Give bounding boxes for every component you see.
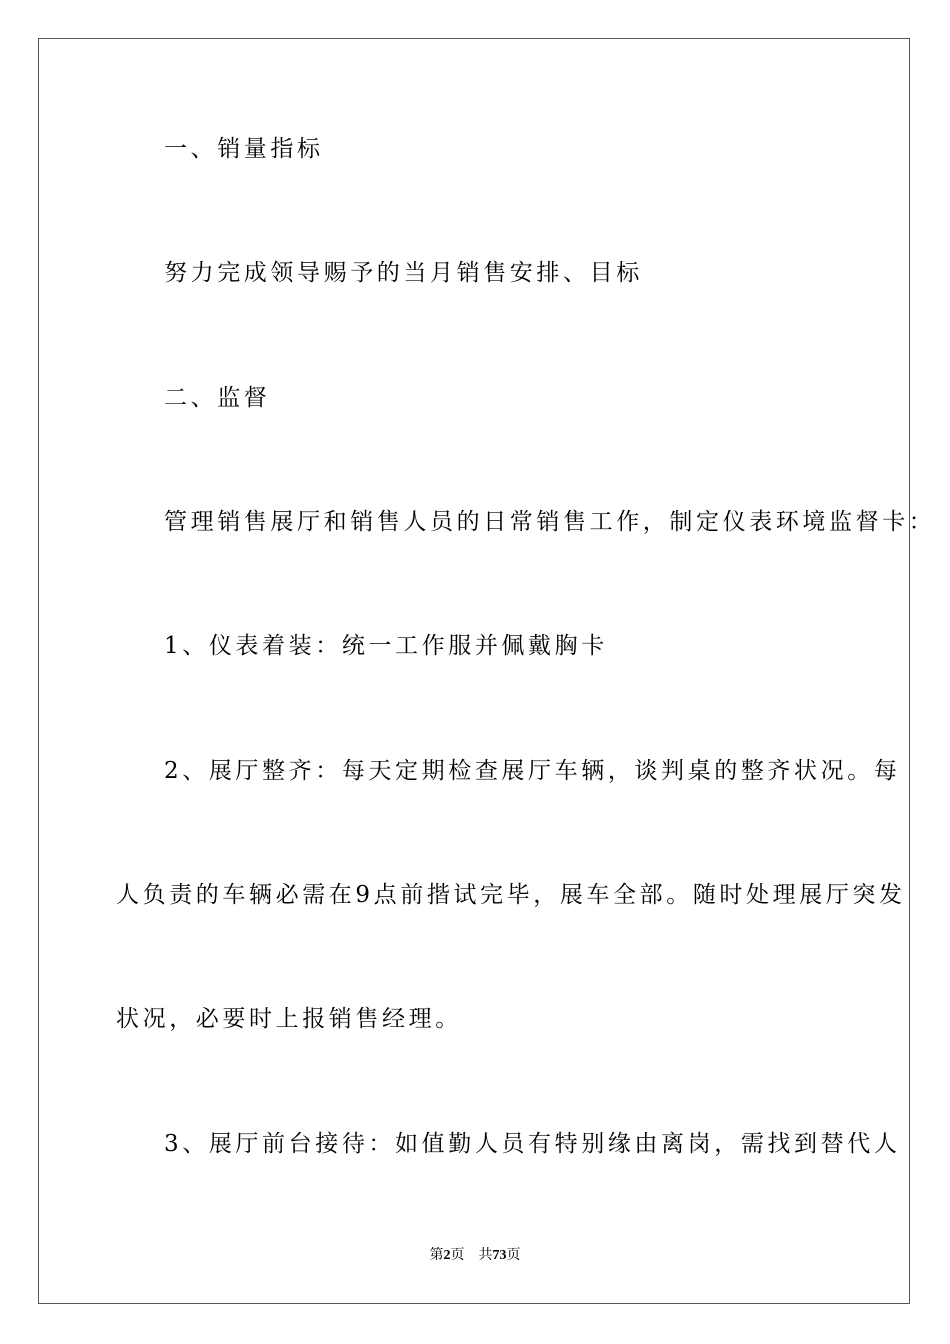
list-item-showroom-line3: 状况，必要时上报销售经理。	[116, 1006, 462, 1032]
heading-sales-target: 一、销量指标	[164, 136, 324, 162]
page-border	[38, 38, 910, 1304]
footer-total-suffix: 页	[506, 1248, 521, 1263]
heading-supervision: 二、监督	[164, 385, 271, 411]
paragraph-supervision: 管理销售展厅和销售人员的日常销售工作，制定仪表环境监督卡：	[164, 509, 936, 535]
list-item-showroom-line1: 2、展厅整齐：每天定期检查展厅车辆，谈判桌的整齐状况。每	[164, 758, 901, 784]
list-item-showroom-line2: 人负责的车辆必需在9点前揩试完毕，展车全部。随时处理展厅突发	[116, 882, 906, 908]
footer-total-number: 73	[492, 1248, 507, 1263]
footer-total-prefix: 共	[478, 1248, 493, 1263]
list-item-dress: 1、仪表着装：统一工作服并佩戴胸卡	[164, 633, 608, 659]
footer-page-suffix: 页	[450, 1248, 465, 1263]
footer-page-number: 2	[443, 1248, 451, 1263]
page-footer	[0, 1247, 950, 1265]
footer-page-prefix: 第	[429, 1248, 444, 1263]
paragraph-sales-target: 努力完成领导赐予的当月销售安排、目标	[164, 260, 643, 286]
list-item-reception: 3、展厅前台接待：如值勤人员有特别缘由离岗，需找到替代人	[164, 1131, 901, 1157]
